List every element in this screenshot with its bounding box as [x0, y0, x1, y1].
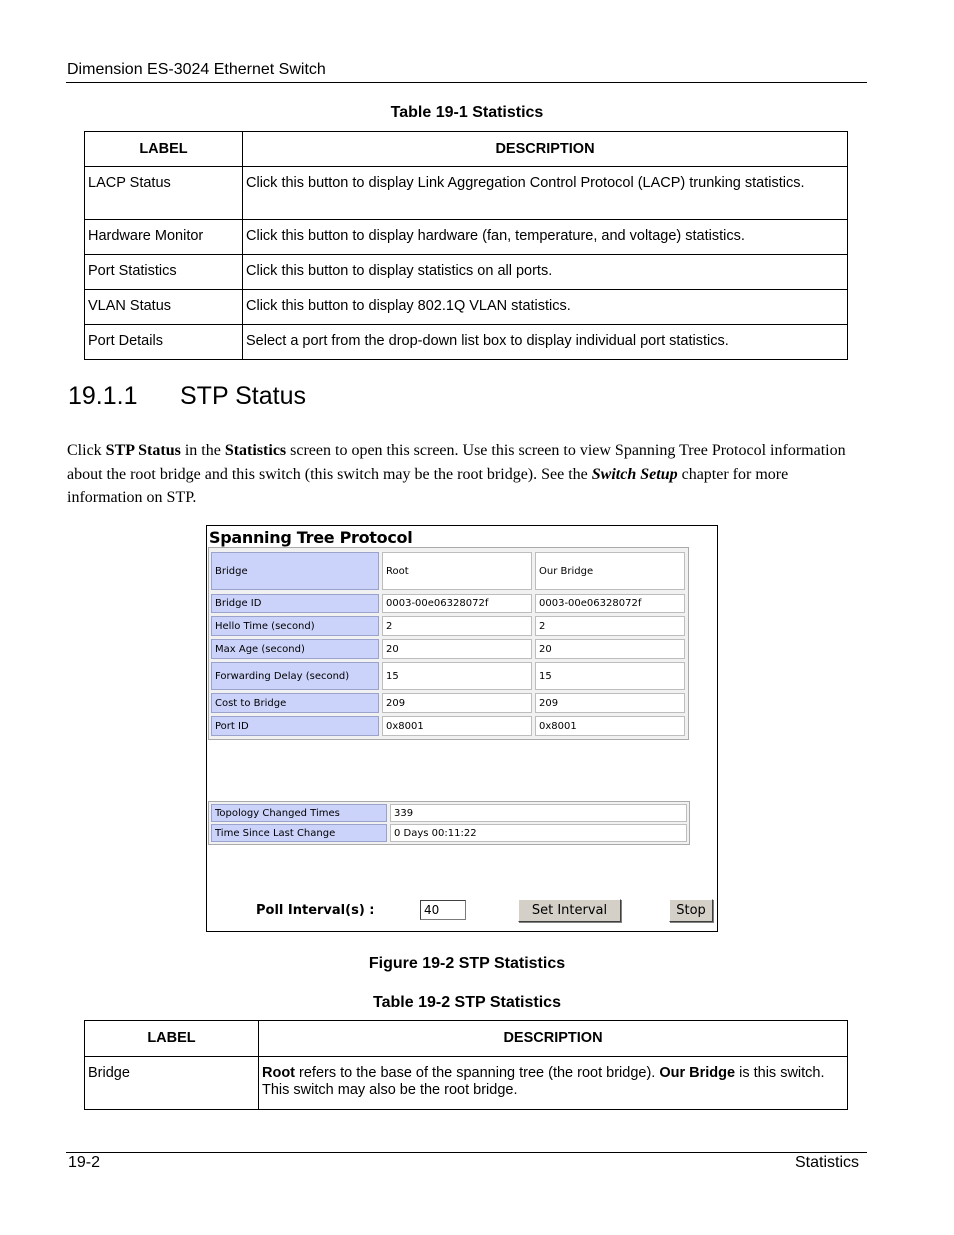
root-column-header: Root [382, 552, 532, 590]
para-bold-statistics: Statistics [224, 442, 287, 459]
desc-bold-our-bridge: Our Bridge [659, 1065, 736, 1081]
desc-bold-root: Root [262, 1065, 296, 1081]
para-text: chapter for more information on STP. [67, 465, 789, 506]
table-row [85, 167, 848, 220]
table-row [85, 325, 848, 360]
row-label: VLAN Status [85, 290, 243, 325]
root-max-age: 20 [382, 639, 532, 659]
topology-changed-value: 339 [390, 804, 687, 822]
our-cost-to-bridge: 209 [535, 693, 685, 713]
table-19-2-caption: Table 19-2 STP Statistics [373, 994, 561, 1011]
root-cost-to-bridge: 209 [382, 693, 532, 713]
row-description: Click this button to display statistics on all ports. [243, 255, 848, 290]
row-description: Click this button to display hardware (fan, temperature, and voltage) statistics. [243, 220, 848, 255]
desc-text: refers to the base of the spanning tree (the root bridge). [295, 1065, 660, 1081]
time-since-change-value: 0 Days 00:11:22 [390, 824, 687, 842]
poll-interval-input[interactable]: 40 [420, 900, 466, 920]
our-bridge-column-header: Our Bridge [535, 552, 685, 590]
row-label: Port Statistics [85, 255, 243, 290]
screen-title: Spanning Tree Protocol [209, 528, 413, 547]
row-label: LACP Status [85, 167, 243, 220]
bridge-id-label: Bridge ID [211, 594, 379, 613]
row-label: Bridge [85, 1057, 259, 1110]
root-port-id: 0x8001 [382, 716, 532, 736]
para-text: in the [180, 442, 225, 459]
root-forwarding-delay: 15 [382, 662, 532, 690]
max-age-label: Max Age (second) [211, 639, 379, 659]
description-column-header: DESCRIPTION [243, 132, 848, 167]
our-forwarding-delay: 15 [535, 662, 685, 690]
para-bold-italic-switch-setup: Switch Setup [591, 465, 678, 483]
poll-interval-label: Poll Interval(s) : [256, 903, 375, 918]
table-header-row [85, 132, 848, 167]
root-hello-time: 2 [382, 616, 532, 636]
description-column-header: DESCRIPTION [259, 1021, 848, 1057]
label-column-header: LABEL [85, 132, 243, 167]
our-port-id: 0x8001 [535, 716, 685, 736]
page-number: 19-2 [68, 1154, 101, 1171]
topology-changed-label: Topology Changed Times [211, 804, 387, 822]
figure-caption: Figure 19-2 STP Statistics [368, 955, 566, 972]
table-row [85, 220, 848, 255]
table-19-1-caption: Table 19-1 Statistics [390, 104, 544, 121]
footer-rule [66, 1152, 867, 1153]
section-title: STP Status [180, 382, 306, 410]
row-description: Select a port from the drop-down list box to display individual port statistics. [243, 325, 848, 360]
row-description [259, 1057, 848, 1110]
section-number: 19.1.1 [68, 382, 138, 410]
forwarding-delay-label: Forwarding Delay (second) [211, 662, 379, 690]
desc-text: is this switch. This switch may also be the root bridge. [262, 1065, 825, 1098]
set-interval-button[interactable]: Set Interval [518, 899, 621, 922]
row-label: Port Details [85, 325, 243, 360]
our-hello-time: 2 [535, 616, 685, 636]
header-rule [66, 82, 867, 83]
label-column-header: LABEL [85, 1021, 259, 1057]
table-row [85, 1057, 848, 1110]
table-19-2 [84, 1020, 848, 1110]
row-description: Click this button to display 802.1Q VLAN statistics. [243, 290, 848, 325]
table-header-row [85, 1021, 848, 1057]
our-bridge-id: 0003-00e06328072f [535, 594, 685, 613]
cost-to-bridge-label: Cost to Bridge [211, 693, 379, 713]
para-text: screen to open this screen. Use this screen to view Spanning Tree Protocol information about the root bridge and this switch (this switch may be the root bridge). See the [67, 442, 846, 483]
table-row [85, 255, 848, 290]
stp-status-table [208, 547, 689, 740]
our-max-age: 20 [535, 639, 685, 659]
table-row [85, 290, 848, 325]
row-description: Click this button to display Link Aggregation Control Protocol (LACP) trunking statistics. [243, 167, 848, 220]
port-id-label: Port ID [211, 716, 379, 736]
chapter-name: Statistics [794, 1154, 859, 1171]
row-label: Hardware Monitor [85, 220, 243, 255]
para-text: Click [67, 442, 106, 459]
body-paragraph [67, 439, 857, 510]
root-bridge-id: 0003-00e06328072f [382, 594, 532, 613]
hello-time-label: Hello Time (second) [211, 616, 379, 636]
topology-table [208, 801, 690, 845]
para-bold-stp-status: STP Status [105, 442, 181, 459]
bridge-header-label: Bridge [211, 552, 379, 590]
stop-button[interactable]: Stop [669, 899, 713, 922]
stp-status-screenshot [206, 525, 718, 932]
table-19-1 [84, 131, 848, 360]
running-header: Dimension ES-3024 Ethernet Switch [67, 61, 326, 78]
time-since-change-label: Time Since Last Change [211, 824, 387, 842]
